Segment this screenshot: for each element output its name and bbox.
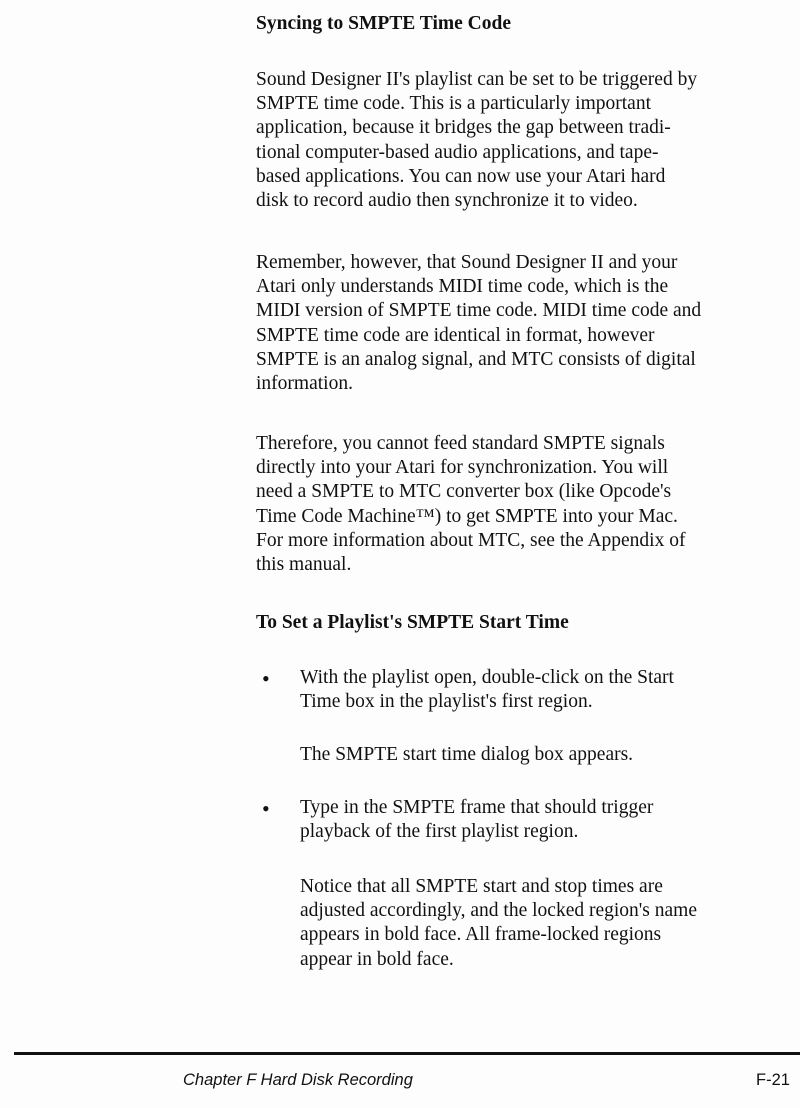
paragraph-line: SMPTE time code are identical in format, however — [256, 324, 655, 346]
paragraph-line: this manual. — [256, 554, 352, 576]
step-2-note — [300, 875, 697, 972]
paragraph-line: based applications. You can now use your Atari hard — [256, 165, 666, 187]
paragraph-line: SMPTE is an analog signal, and MTC consists of digital — [256, 348, 696, 370]
therefore-paragraph — [256, 432, 685, 577]
paragraph-line: adjusted accordingly, and the locked region's name — [300, 900, 697, 922]
paragraph-line: disk to record audio then synchronize it to video. — [256, 190, 638, 212]
paragraph-line: Time box in the playlist's first region. — [300, 691, 593, 713]
paragraph-line: Atari only understands MIDI time code, which is the — [256, 276, 669, 298]
remember-paragraph — [256, 251, 701, 396]
step-1-result — [300, 743, 633, 767]
section-title: Syncing to SMPTE Time Code — [256, 13, 511, 34]
bullet-icon: • — [262, 666, 270, 691]
paragraph-line: With the playlist open, double-click on the Start — [300, 667, 674, 688]
paragraph-line: directly into your Atari for synchronization. You will — [256, 457, 669, 479]
paragraph-line: MIDI version of SMPTE time code. MIDI time code and — [256, 300, 702, 322]
paragraph-line: Therefore, you cannot feed standard SMPTE signals — [256, 433, 665, 454]
paragraph-line: appears in bold face. All frame-locked regions — [300, 924, 662, 946]
paragraph-line: Sound Designer II's playlist can be set to be triggered by — [256, 69, 698, 90]
paragraph-line: Time Code Machine™) to get SMPTE into your Mac. — [256, 505, 678, 527]
paragraph-line: Type in the SMPTE frame that should trigger — [300, 797, 654, 818]
paragraph-line: application, because it bridges the gap between tradi- — [256, 117, 671, 139]
paragraph-line: playback of the first playlist region. — [300, 821, 579, 843]
paragraph-line: information. — [256, 373, 353, 395]
step-1-instruction — [300, 666, 674, 714]
paragraph-line: Remember, however, that Sound Designer II and your — [256, 252, 678, 273]
intro-paragraph — [256, 68, 697, 213]
paragraph-line: tional computer-based audio applications, and tape- — [256, 141, 659, 163]
footer-rule — [14, 1052, 800, 1055]
paragraph-line: The SMPTE start time dialog box appears. — [300, 744, 634, 765]
footer-page-number: F-21 — [756, 1071, 790, 1089]
footer-chapter: Chapter F Hard Disk Recording — [183, 1071, 413, 1089]
step-2-instruction — [300, 796, 653, 844]
bullet-icon: • — [262, 796, 270, 821]
subheading: To Set a Playlist's SMPTE Start Time — [256, 612, 569, 633]
paragraph-line: appear in bold face. — [300, 948, 454, 970]
paragraph-line: SMPTE time code. This is a particularly important — [256, 93, 651, 115]
paragraph-line: Notice that all SMPTE start and stop times are — [300, 876, 663, 897]
paragraph-line: For more information about MTC, see the Appendix of — [256, 529, 686, 551]
paragraph-line: need a SMPTE to MTC converter box (like Opcode's — [256, 481, 672, 503]
